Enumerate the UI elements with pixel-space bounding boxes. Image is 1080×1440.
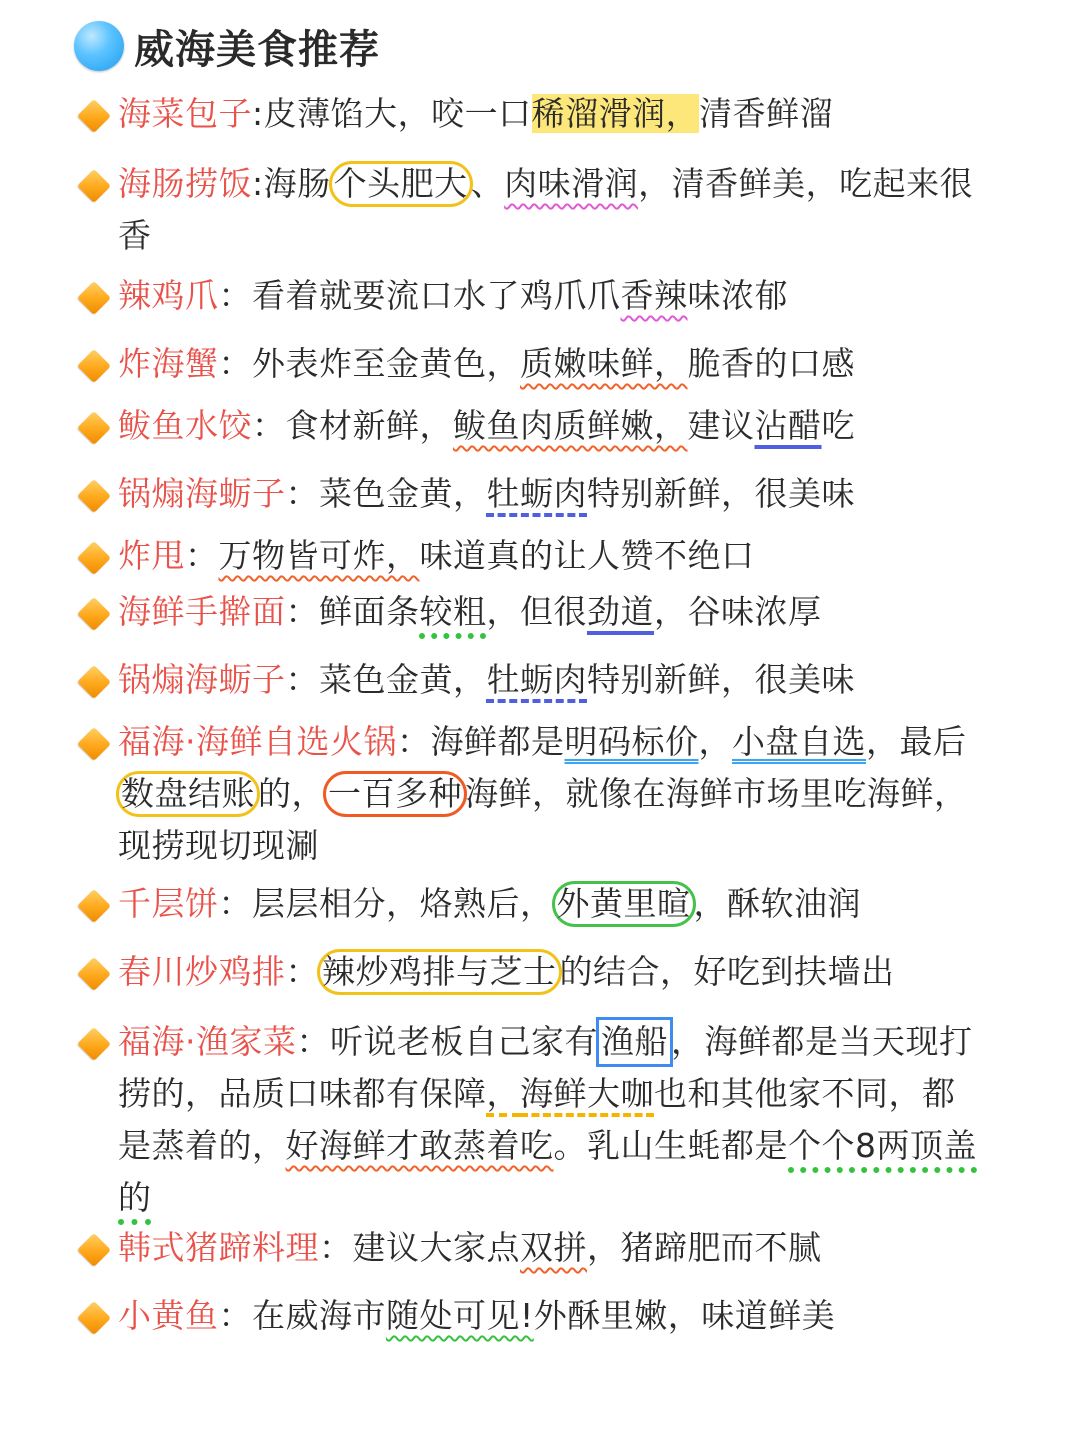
food-name: 锅煽海蛎子: [118, 660, 286, 699]
food-name: 炸甩: [118, 536, 185, 575]
item-line-cont: 数盘结账的，一百多种海鲜，就像在海鲜市场里吃海鲜，: [118, 768, 968, 820]
wavy-underline: 香辣: [620, 276, 688, 315]
item-line-cont: 捞的，品质口味都有保障，海鲜大咖也和其他家不同，都: [118, 1074, 956, 1113]
item-line: 春川炒鸡排：辣炒鸡排与芝士的结合，好吃到扶墙出: [118, 946, 895, 998]
circle-mark: 个头肥大: [329, 161, 473, 207]
item-line: 海鲜手擀面：鲜面条较粗，但很劲道，谷味浓厚: [118, 592, 822, 631]
double-underline: 小盘自选: [732, 722, 866, 761]
item-line: 福海·渔家菜：听说老板自己家有渔船，海鲜都是当天现打: [118, 1016, 973, 1068]
item-line: 韩式猪蹄料理：建议大家点双拼，猪蹄肥而不腻: [118, 1228, 822, 1267]
orange-diamond-icon: [77, 665, 111, 699]
item-line: 炸海蟹：外表炸至金黄色，质嫩味鲜，脆香的口感: [118, 344, 855, 383]
orange-diamond-icon: [77, 541, 111, 575]
item-line: 锅煽海蛎子：菜色金黄，牡蛎肉特别新鲜，很美味: [118, 474, 855, 513]
item-line-cont: 香: [118, 216, 152, 255]
page-title: 威海美食推荐: [134, 26, 380, 73]
item-line: 小黄鱼：在威海市随处可见!外酥里嫩，味道鲜美: [118, 1296, 836, 1335]
food-name: 海菜包子: [118, 94, 252, 133]
food-name: 鲅鱼水饺: [118, 406, 252, 445]
item-line-cont: 现捞现切现涮: [118, 826, 319, 865]
highlight: 稀溜滑润，: [531, 94, 700, 133]
item-line-cont: [118, 1172, 152, 1224]
orange-diamond-icon: [77, 727, 111, 761]
food-name: 辣鸡爪: [118, 276, 219, 315]
item-line-cont: 是蒸着的，好海鲜才敢蒸着吃。乳山生蚝都是个个8两顶盖: [118, 1126, 977, 1165]
dotted-underline: 个个8两顶盖: [788, 1126, 977, 1165]
food-name: 福海·渔家菜: [118, 1022, 297, 1061]
orange-diamond-icon: [77, 349, 111, 383]
dotted-underline: 的: [118, 1178, 152, 1217]
item-line: 千层饼：层层相分，烙熟后，外黄里暄，酥软油润: [118, 878, 861, 930]
underline: 劲道: [587, 592, 654, 631]
orange-diamond-icon: [77, 1301, 111, 1335]
food-name: 福海·海鲜自选火锅: [118, 722, 397, 761]
double-underline: 明码标价: [564, 722, 699, 761]
item-line: 辣鸡爪：看着就要流口水了鸡爪爪香辣味浓郁: [118, 276, 788, 315]
item-line: 锅煽海蛎子：菜色金黄，牡蛎肉特别新鲜，很美味: [118, 660, 855, 699]
food-name: 小黄鱼: [118, 1296, 219, 1335]
dashed-underline: 牡蛎肉: [486, 474, 587, 513]
food-name: 炸海蟹: [118, 344, 219, 383]
food-name: 海肠捞饭: [118, 164, 252, 203]
item-line: 海菜包子:皮薄馅大，咬一口稀溜滑润，清香鲜溜: [118, 94, 834, 133]
circle-mark: 辣炒鸡排与芝士: [317, 949, 562, 995]
orange-diamond-icon: [77, 957, 111, 991]
orange-diamond-icon: [77, 99, 111, 133]
blue-circle-icon: [74, 21, 124, 71]
wavy-underline: 鲅鱼肉质鲜嫩，: [453, 406, 688, 445]
item-line: 鲅鱼水饺：食材新鲜，鲅鱼肉质鲜嫩，建议沾醋吃: [118, 406, 855, 445]
circle-mark: 数盘结账: [116, 771, 260, 817]
orange-diamond-icon: [77, 889, 111, 923]
orange-diamond-icon: [77, 597, 111, 631]
orange-diamond-icon: [77, 281, 111, 315]
orange-diamond-icon: [77, 169, 111, 203]
wavy-underline: 万物皆可炸，: [218, 536, 420, 575]
circle-mark: 一百多种: [323, 771, 467, 817]
orange-diamond-icon: [77, 1027, 111, 1061]
title-row: [74, 18, 380, 74]
food-name: 海鲜手擀面: [118, 592, 286, 631]
food-name: 锅煽海蛎子: [118, 474, 286, 513]
dashed-underline: 牡蛎肉: [486, 660, 587, 699]
box-mark: 渔船: [596, 1017, 673, 1067]
food-name: 韩式猪蹄料理: [118, 1228, 319, 1267]
orange-diamond-icon: [77, 479, 111, 513]
wavy-underline: 随处可见!: [386, 1296, 534, 1335]
orange-diamond-icon: [77, 1233, 111, 1267]
food-name: 春川炒鸡排: [118, 952, 286, 991]
item-line: 炸甩：万物皆可炸，味道真的让人赞不绝口: [118, 536, 755, 575]
item-line: 海肠捞饭:海肠个头肥大、肉味滑润，清香鲜美，吃起来很: [118, 158, 973, 210]
food-name: 千层饼: [118, 884, 219, 923]
wavy-underline: 好海鲜才敢蒸着吃: [285, 1126, 554, 1165]
orange-diamond-icon: [77, 411, 111, 445]
dashed-underline: 海鲜大咖: [520, 1074, 654, 1113]
dotted-underline: 较粗: [419, 592, 487, 631]
item-line: 福海·海鲜自选火锅：海鲜都是明码标价，小盘自选，最后: [118, 722, 967, 761]
dashed-underline: ，: [486, 1074, 520, 1113]
underline: 沾醋: [754, 406, 822, 445]
wavy-underline: 质嫩味鲜，: [520, 344, 688, 383]
circle-mark: 外黄里暄: [552, 881, 696, 927]
wavy-underline: 双拼: [520, 1228, 587, 1267]
wavy-underline: 肉味滑润: [504, 164, 639, 203]
